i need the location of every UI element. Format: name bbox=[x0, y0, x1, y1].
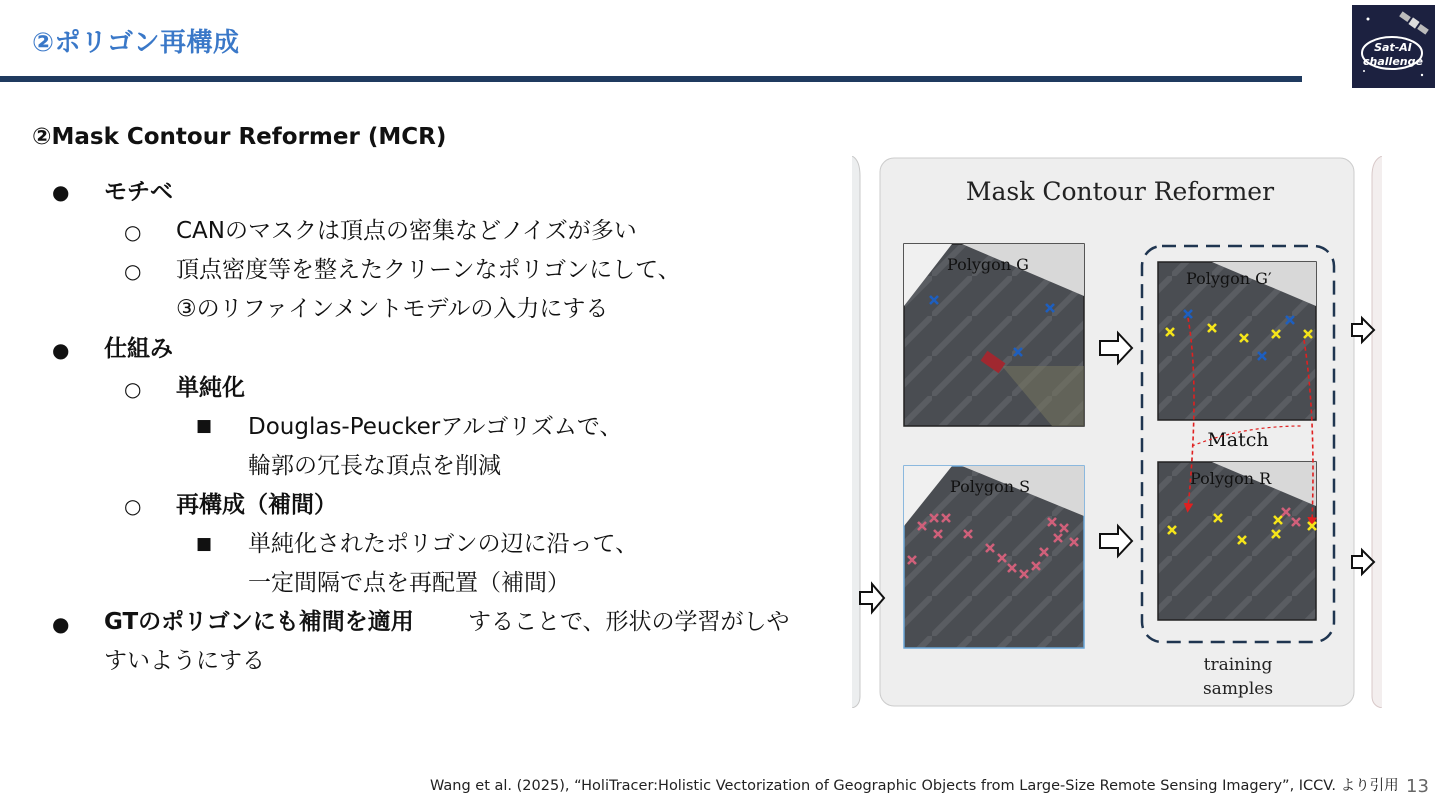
bullet-douglas-peucker: Douglas-Peuckerアルゴリズムで、 bbox=[248, 414, 623, 440]
bullet-interpolation: 単純化されたポリゴンの辺に沿って、 bbox=[248, 531, 639, 557]
bullet-marker: ○ bbox=[124, 494, 142, 518]
svg-text:Sat-AI: Sat-AI bbox=[1374, 41, 1412, 54]
bullet-interpolation-cont: 一定間隔で点を再配置（補間） bbox=[248, 570, 570, 596]
bullet-marker: ● bbox=[52, 180, 70, 204]
svg-text:challenge: challenge bbox=[1363, 55, 1423, 68]
bullet-marker: ■ bbox=[196, 534, 213, 554]
svg-text:Mask Contour Reformer: Mask Contour Reformer bbox=[965, 177, 1275, 206]
bullet-simplify: 単純化 bbox=[176, 375, 245, 401]
polygon-g-prime-image bbox=[1158, 262, 1316, 420]
svg-text:Polygon R: Polygon R bbox=[1190, 469, 1272, 488]
bullet-marker: ○ bbox=[124, 377, 142, 401]
bullet-marker: ● bbox=[52, 338, 70, 362]
bullet-reconstruct: 再構成（補間） bbox=[176, 492, 337, 518]
bullet-clean-polygon-cont: ③のリファインメントモデルの入力にする bbox=[176, 296, 609, 322]
page-number: 13 bbox=[1406, 776, 1429, 797]
sat-ai-challenge-logo bbox=[1352, 5, 1435, 88]
bullet-gt-interp-cont: すいようにする bbox=[104, 648, 265, 674]
bullet-gt-interp-rest: することで、形状の学習がしや bbox=[468, 609, 790, 635]
bullet-marker: ■ bbox=[196, 416, 213, 436]
page-title: ②ポリゴン再構成 bbox=[32, 28, 240, 58]
svg-text:Polygon G′: Polygon G′ bbox=[1186, 269, 1272, 288]
bullet-marker: ● bbox=[52, 612, 70, 636]
bullet-gt-interp: GTのポリゴンにも補間を適用 bbox=[104, 609, 414, 635]
bullet-motivation: モチベ bbox=[104, 179, 173, 205]
bullet-marker: ○ bbox=[124, 259, 142, 283]
citation: Wang et al. (2025), “HoliTracer:Holistic Vectorization of Geographic Objects from Large-Size Remote Sensing Imagery”, ICCV. より引用 bbox=[430, 778, 1399, 794]
svg-text:Match: Match bbox=[1207, 429, 1269, 451]
bullet-douglas-peucker-cont: 輪郭の冗長な頂点を削減 bbox=[248, 453, 501, 479]
svg-text:training: training bbox=[1203, 655, 1273, 675]
section-subtitle: ②Mask Contour Reformer (MCR) bbox=[32, 124, 447, 150]
svg-text:Polygon S: Polygon S bbox=[950, 477, 1031, 496]
svg-text:Polygon G: Polygon G bbox=[947, 255, 1029, 274]
svg-text:samples: samples bbox=[1202, 679, 1274, 699]
polygon-g-image bbox=[904, 244, 1084, 426]
bullet-clean-polygon: 頂点密度等を整えたクリーンなポリゴンにして、 bbox=[176, 257, 681, 283]
bullet-mechanism: 仕組み bbox=[104, 336, 173, 362]
bullet-marker: ○ bbox=[124, 220, 142, 244]
polygon-s-image bbox=[904, 466, 1084, 648]
title-divider bbox=[0, 76, 1302, 82]
bullet-can-noise: CANのマスクは頂点の密集などノイズが多い bbox=[176, 218, 637, 244]
polygon-r-image bbox=[1158, 462, 1316, 620]
mcr-diagram bbox=[852, 156, 1382, 708]
